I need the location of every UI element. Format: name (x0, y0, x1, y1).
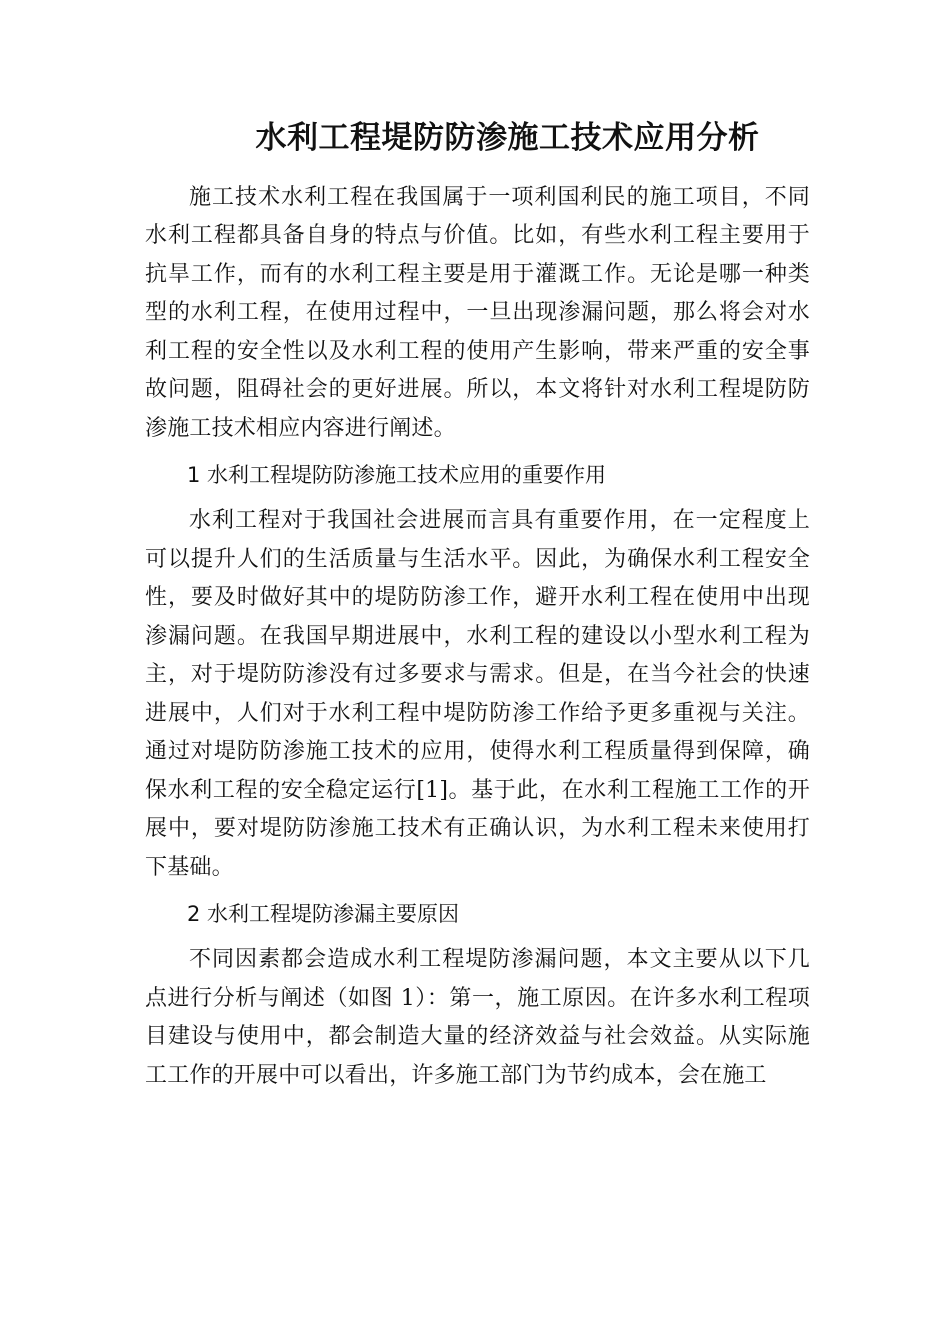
section-1-heading: 1 水利工程堤防防渗施工技术应用的重要作用 (187, 463, 607, 488)
intro-paragraph: 施工技术水利工程在我国属于一项利国利民的施工项目，不同水利工程都具备自身的特点与价值。比如，有些水利工程主要用于抗旱工作，而有的水利工程主要是用于灌溉工作。无论是哪一种类型的水利工程，在使用过程中，一旦出现渗漏问题，那么将会对水利工程的安全性以及水利工程的使用产生影响，带来严重的安全事故问题，阻碍社会的更好进展。所以，本文将针对水利工程堤防防渗施工技术相应内容进行阐述。 (145, 184, 810, 441)
section-2-paragraph: 不同因素都会造成水利工程堤防渗漏问题，本文主要从以下几点进行分析与阐述（如图 1）：第一，施工原因。在许多水利工程项目建设与使用中，都会制造大量的经济效益与社会效益。从实际施工工作的开展中可以看出，许多施工部门为节约成本，会在施工 (145, 947, 810, 1088)
document-title: 水利工程堤防防渗施工技术应用分析 (255, 120, 760, 156)
section-1-paragraph: 水利工程对于我国社会进展而言具有重要作用，在一定程度上可以提升人们的生活质量与生活水平。因此，为确保水利工程安全性，要及时做好其中的堤防防渗工作，避开水利工程在使用中出现渗漏问题。在我国早期进展中，水利工程的建设以小型水利工程为主，对于堤防防渗没有过多要求与需求。但是，在当今社会的快速进展中，人们对于水利工程中堤防防渗工作给予更多重视与关注。通过对堤防防渗施工技术的应用，使得水利工程质量得到保障，确保水利工程的安全稳定运行[1]。基于此，在水利工程施工工作的开展中，要对堤防防渗施工技术有正确认识，为水利工程未来使用打下基础。 (145, 508, 810, 880)
section-2-heading: 2 水利工程堤防渗漏主要原因 (187, 902, 460, 927)
